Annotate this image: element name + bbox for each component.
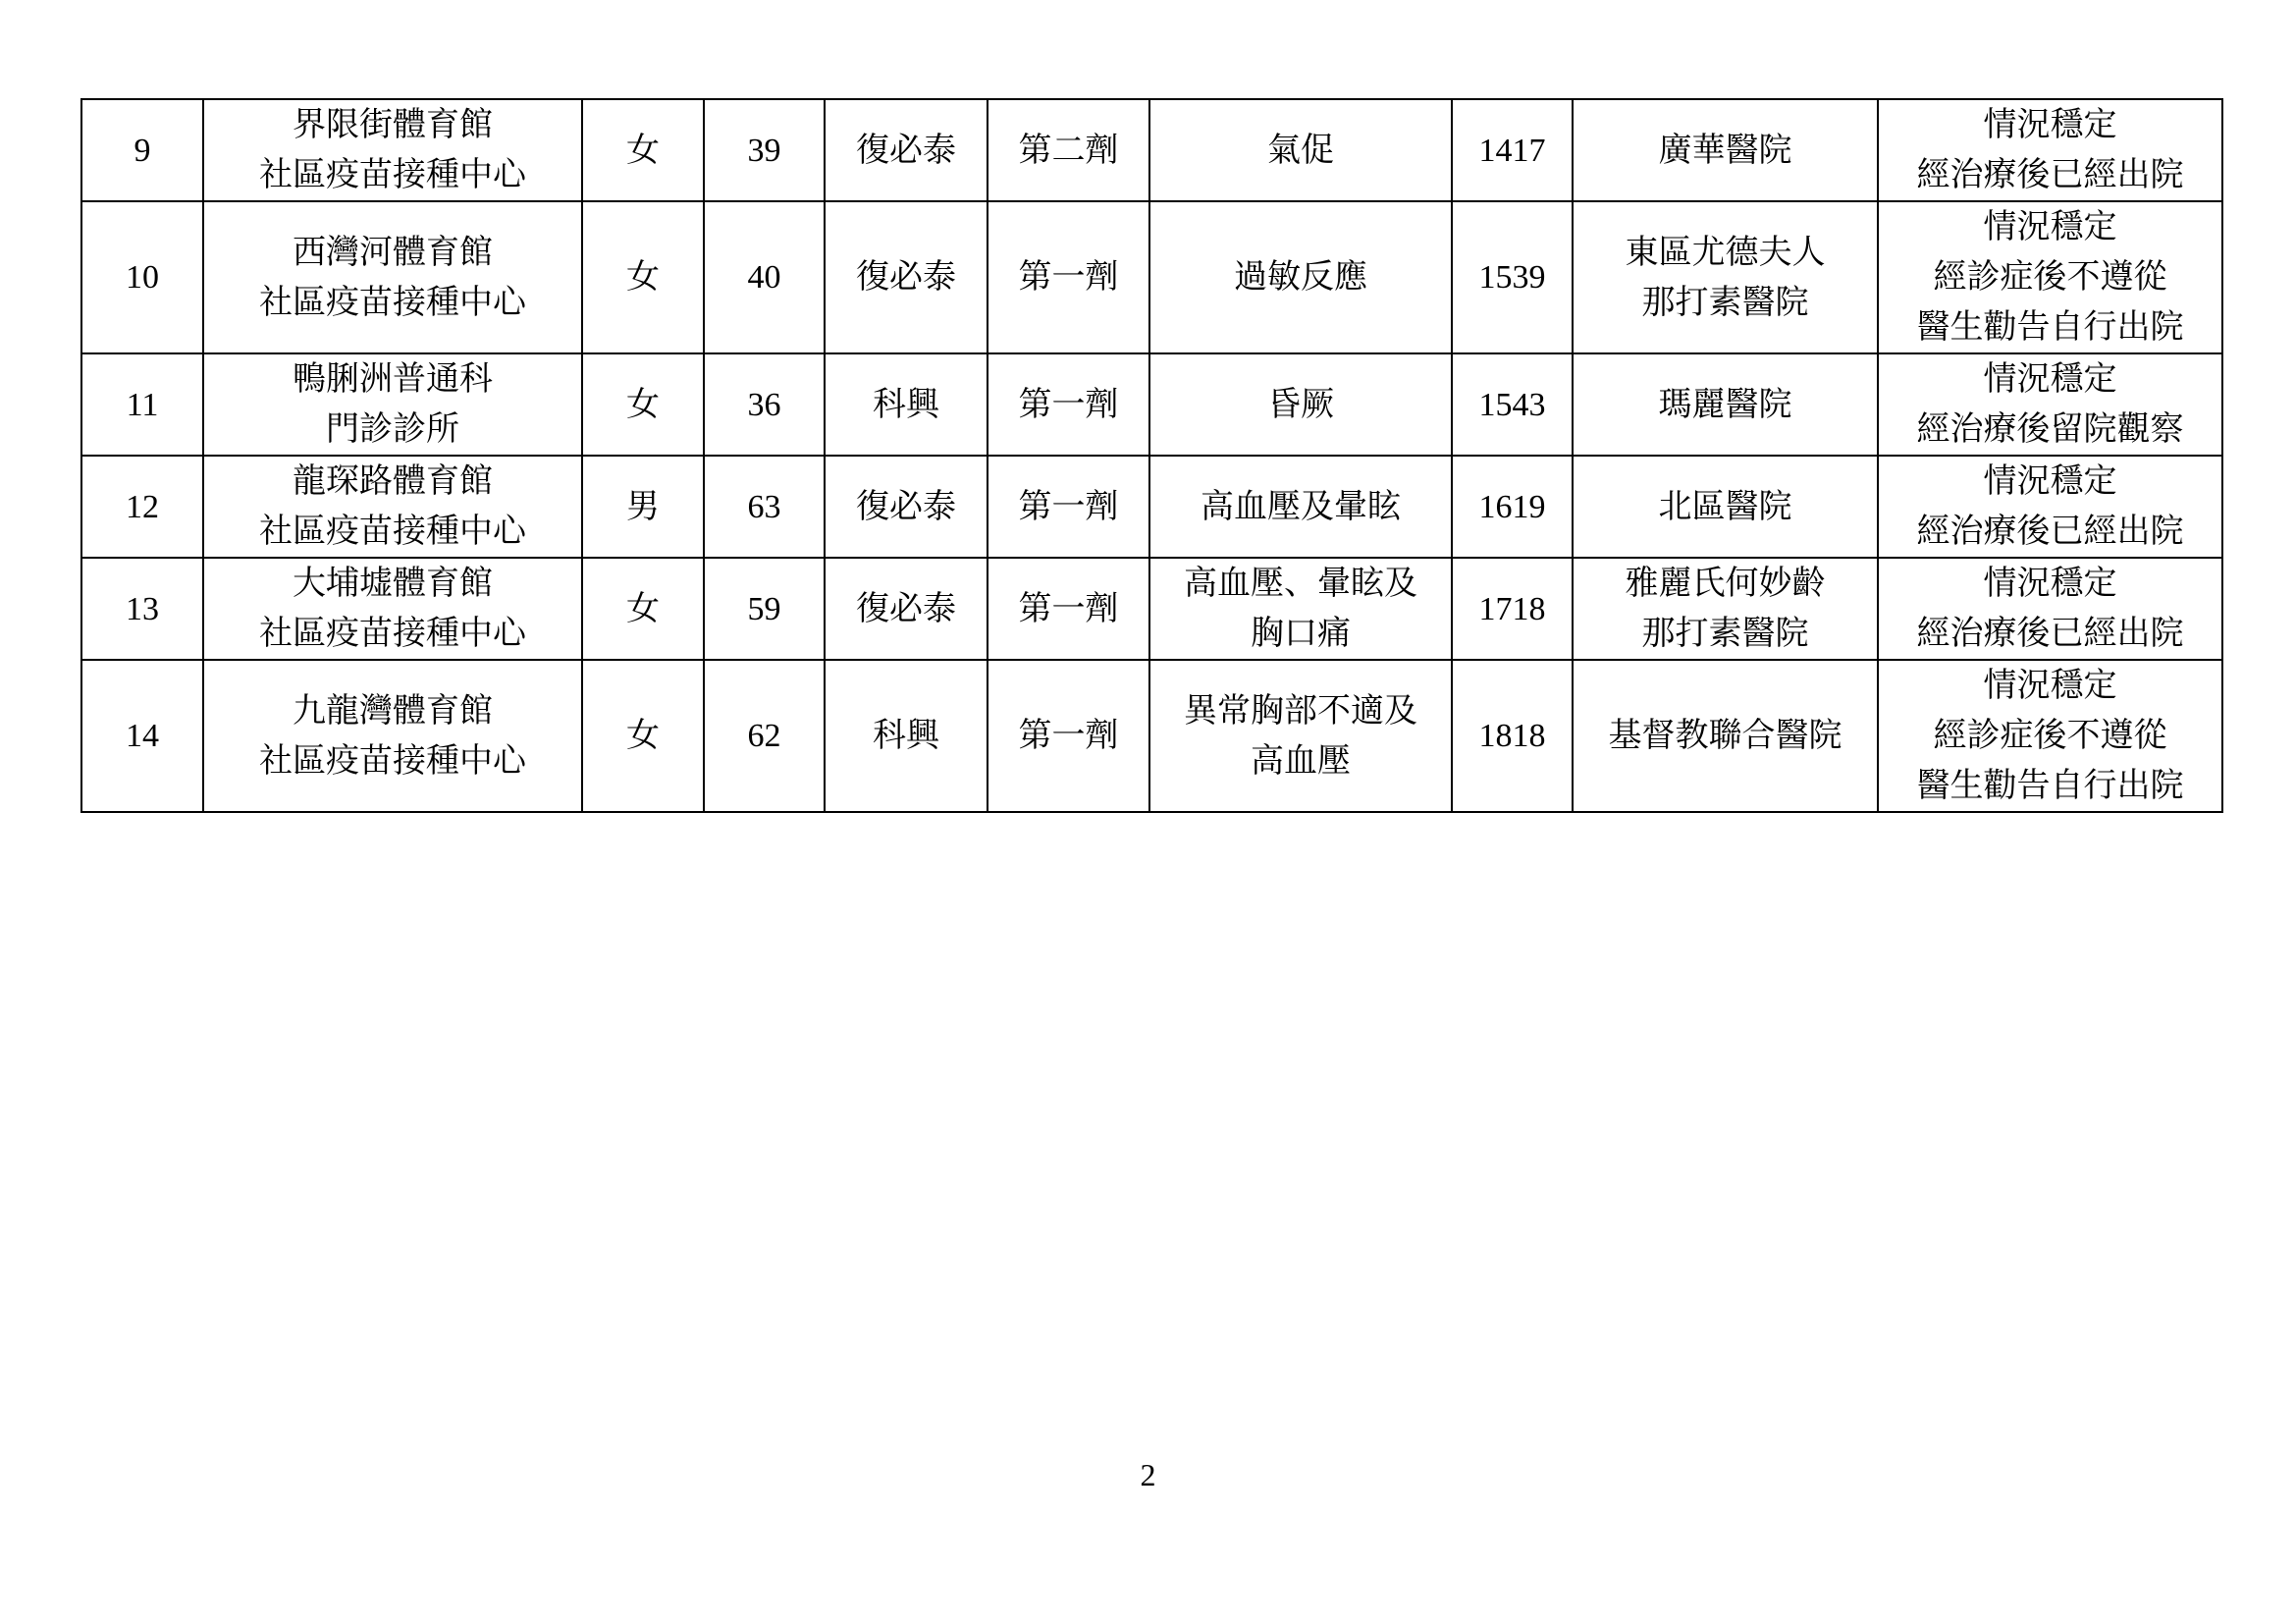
time-cell: 1718 xyxy=(1452,558,1573,660)
vaccine-cell: 科興 xyxy=(825,660,988,812)
case-number-cell: 12 xyxy=(81,456,203,558)
dose-cell: 第一劑 xyxy=(988,201,1149,353)
table-row xyxy=(81,558,2222,660)
table-row xyxy=(81,456,2222,558)
sex-cell: 女 xyxy=(582,660,704,812)
symptoms-cell: 異常胸部不適及 高血壓 xyxy=(1149,660,1452,812)
table-row xyxy=(81,353,2222,456)
dose-cell: 第一劑 xyxy=(988,660,1149,812)
age-cell: 39 xyxy=(704,99,825,201)
condition-cell: 情況穩定 經診症後不遵從 醫生勸告自行出院 xyxy=(1878,201,2222,353)
time-cell: 1818 xyxy=(1452,660,1573,812)
time-cell: 1539 xyxy=(1452,201,1573,353)
venue-cell: 界限街體育館 社區疫苗接種中心 xyxy=(203,99,582,201)
vaccine-cell: 復必泰 xyxy=(825,456,988,558)
age-cell: 36 xyxy=(704,353,825,456)
hospital-cell: 基督教聯合醫院 xyxy=(1573,660,1878,812)
venue-cell: 龍琛路體育館 社區疫苗接種中心 xyxy=(203,456,582,558)
case-number-cell: 11 xyxy=(81,353,203,456)
table-row xyxy=(81,99,2222,201)
condition-cell: 情況穩定 經治療後已經出院 xyxy=(1878,558,2222,660)
time-cell: 1619 xyxy=(1452,456,1573,558)
case-number-cell: 10 xyxy=(81,201,203,353)
age-cell: 62 xyxy=(704,660,825,812)
dose-cell: 第一劑 xyxy=(988,558,1149,660)
dose-cell: 第一劑 xyxy=(988,456,1149,558)
symptoms-cell: 昏厥 xyxy=(1149,353,1452,456)
time-cell: 1417 xyxy=(1452,99,1573,201)
age-cell: 59 xyxy=(704,558,825,660)
venue-cell: 大埔墟體育館 社區疫苗接種中心 xyxy=(203,558,582,660)
condition-cell: 情況穩定 經診症後不遵從 醫生勸告自行出院 xyxy=(1878,660,2222,812)
condition-cell: 情況穩定 經治療後已經出院 xyxy=(1878,456,2222,558)
case-number-cell: 13 xyxy=(81,558,203,660)
sex-cell: 男 xyxy=(582,456,704,558)
venue-cell: 西灣河體育館 社區疫苗接種中心 xyxy=(203,201,582,353)
table-row xyxy=(81,660,2222,812)
condition-cell: 情況穩定 經治療後已經出院 xyxy=(1878,99,2222,201)
page-number: 2 xyxy=(1140,1457,1156,1492)
symptoms-cell: 過敏反應 xyxy=(1149,201,1452,353)
vaccination-incident-table xyxy=(80,98,2223,813)
time-cell: 1543 xyxy=(1452,353,1573,456)
age-cell: 40 xyxy=(704,201,825,353)
dose-cell: 第二劑 xyxy=(988,99,1149,201)
vaccine-cell: 科興 xyxy=(825,353,988,456)
condition-cell: 情況穩定 經治療後留院觀察 xyxy=(1878,353,2222,456)
sex-cell: 女 xyxy=(582,201,704,353)
case-number-cell: 14 xyxy=(81,660,203,812)
vaccine-cell: 復必泰 xyxy=(825,99,988,201)
vaccine-cell: 復必泰 xyxy=(825,201,988,353)
table-row xyxy=(81,201,2222,353)
case-number-cell: 9 xyxy=(81,99,203,201)
vaccine-cell: 復必泰 xyxy=(825,558,988,660)
sex-cell: 女 xyxy=(582,353,704,456)
symptoms-cell: 高血壓、暈眩及 胸口痛 xyxy=(1149,558,1452,660)
hospital-cell: 雅麗氏何妙齡 那打素醫院 xyxy=(1573,558,1878,660)
hospital-cell: 東區尤德夫人 那打素醫院 xyxy=(1573,201,1878,353)
venue-cell: 九龍灣體育館 社區疫苗接種中心 xyxy=(203,660,582,812)
symptoms-cell: 氣促 xyxy=(1149,99,1452,201)
hospital-cell: 北區醫院 xyxy=(1573,456,1878,558)
age-cell: 63 xyxy=(704,456,825,558)
sex-cell: 女 xyxy=(582,558,704,660)
sex-cell: 女 xyxy=(582,99,704,201)
hospital-cell: 瑪麗醫院 xyxy=(1573,353,1878,456)
venue-cell: 鴨脷洲普通科 門診診所 xyxy=(203,353,582,456)
symptoms-cell: 高血壓及暈眩 xyxy=(1149,456,1452,558)
dose-cell: 第一劑 xyxy=(988,353,1149,456)
hospital-cell: 廣華醫院 xyxy=(1573,99,1878,201)
